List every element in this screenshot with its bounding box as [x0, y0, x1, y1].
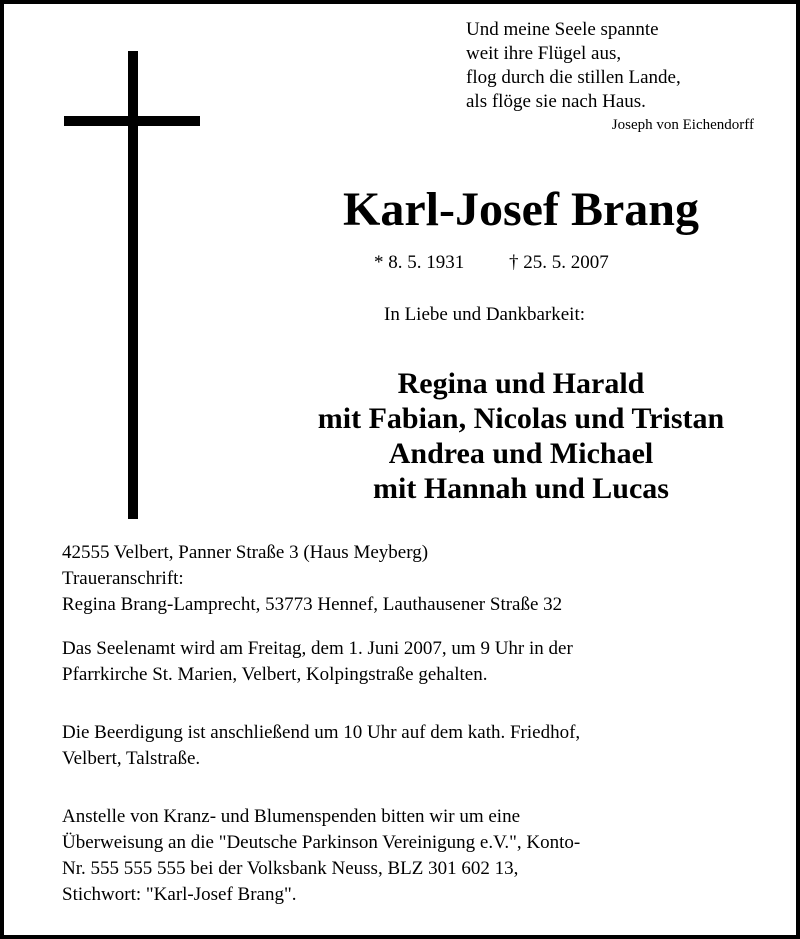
home-address: 42555 Velbert, Panner Straße 3 (Haus Meyberg) — [62, 542, 429, 563]
paragraph-line: Das Seelenamt wird am Freitag, dem 1. Juni 2007, um 9 Uhr in der — [62, 638, 573, 659]
paragraph-line: Anstelle von Kranz- und Blumenspenden bitten wir um eine — [62, 806, 521, 827]
family-line: mit Hannah und Lucas — [373, 472, 669, 505]
requiem-paragraph — [62, 636, 762, 688]
poem-line: Und meine Seele spannte — [466, 19, 659, 40]
paragraph-line: Nr. 555 555 555 bei der Volksbank Neuss, BLZ 301 602 13, — [62, 858, 519, 879]
poem-author: Joseph von Eichendorff — [611, 117, 754, 133]
family-line: Regina und Harald — [397, 367, 645, 400]
donation-paragraph — [62, 804, 762, 908]
paragraph-line: Überweisung an die "Deutsche Parkinson Vereinigung e.V.", Konto- — [62, 832, 581, 853]
paragraph-line: Velbert, Talstraße. — [62, 748, 201, 769]
burial-paragraph — [62, 720, 762, 772]
deceased-name: Karl-Josef Brang — [343, 183, 699, 236]
address-block — [62, 540, 562, 618]
family-line: mit Fabian, Nicolas und Tristan — [317, 402, 725, 435]
death-date: † 25. 5. 2007 — [509, 252, 609, 273]
mourning-address: Regina Brang-Lamprecht, 53773 Hennef, Lauthausener Straße 32 — [62, 594, 563, 615]
cross-icon-bar — [64, 116, 200, 126]
paragraph-line: Pfarrkirche St. Marien, Velbert, Kolpingstraße gehalten. — [62, 664, 488, 685]
poem-line: als flöge sie nach Haus. — [466, 91, 646, 112]
life-dates — [374, 250, 609, 276]
paragraph-line: Stichwort: "Karl-Josef Brang". — [62, 884, 297, 905]
birth-date: * 8. 5. 1931 — [374, 252, 465, 273]
paragraph-line: Die Beerdigung ist anschließend um 10 Uhr auf dem kath. Friedhof, — [62, 722, 581, 743]
poem-line: weit ihre Flügel aus, — [466, 43, 622, 64]
dedication-line: In Liebe und Dankbarkeit: — [384, 304, 586, 325]
poem-line: flog durch die stillen Lande, — [466, 67, 681, 88]
family-line: Andrea und Michael — [388, 437, 654, 470]
family-names — [266, 366, 776, 506]
poem-block — [466, 18, 766, 136]
mourning-address-label: Traueranschrift: — [62, 568, 184, 589]
